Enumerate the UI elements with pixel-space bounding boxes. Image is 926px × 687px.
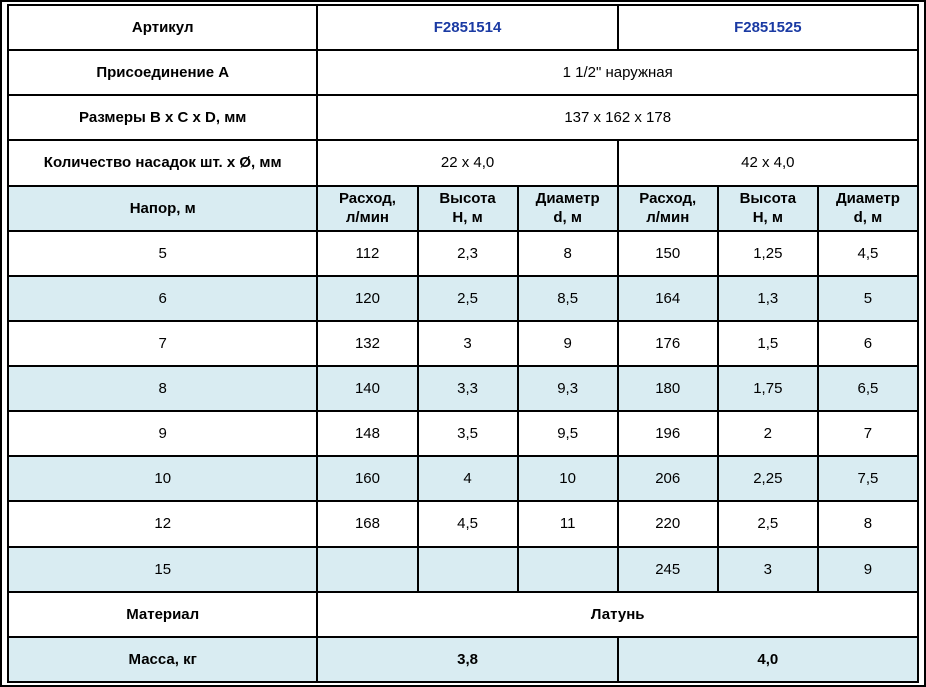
data-cell: 4,5 xyxy=(818,231,918,276)
col-header-line: Диаметр xyxy=(835,189,900,207)
data-cell: 9,5 xyxy=(518,411,618,456)
material-label: Материал xyxy=(8,592,317,637)
col-header-vysota-1 xyxy=(418,186,518,231)
data-row-8 xyxy=(8,366,918,411)
connection-label: Присоединение А xyxy=(8,50,317,95)
data-cell: 1,75 xyxy=(718,366,818,411)
data-row-10 xyxy=(8,456,918,501)
data-row-9 xyxy=(8,411,918,456)
col-header-line: Н, м xyxy=(452,209,483,227)
data-cell: 8 xyxy=(818,501,918,546)
data-row-12 xyxy=(8,501,918,546)
data-cell: 3 xyxy=(718,547,818,592)
nozzles-row xyxy=(8,140,918,185)
data-cell: 9 xyxy=(818,547,918,592)
mass-row xyxy=(8,637,918,682)
col-header-line: Н, м xyxy=(752,209,783,227)
dimensions-label: Размеры B x C x D, мм xyxy=(8,95,317,140)
data-cell: 6,5 xyxy=(818,366,918,411)
nozzles-value-2: 42 x 4,0 xyxy=(618,140,918,185)
data-cell: 2,5 xyxy=(418,276,518,321)
data-cell: 4,5 xyxy=(418,501,518,546)
nozzles-value-1: 22 x 4,0 xyxy=(317,140,617,185)
data-cell: 3 xyxy=(418,321,518,366)
data-cell-empty xyxy=(518,547,618,592)
col-header-line: Высота xyxy=(439,189,496,207)
data-cell: 8,5 xyxy=(518,276,618,321)
napor-header: Напор, м xyxy=(8,186,317,231)
data-cell: 245 xyxy=(618,547,718,592)
data-cell: 2,5 xyxy=(718,501,818,546)
nozzles-label: Количество насадок шт. x Ø, мм xyxy=(8,140,317,185)
connection-row xyxy=(8,50,918,95)
data-row-15 xyxy=(8,547,918,592)
article-number-1[interactable]: F2851514 xyxy=(317,5,617,50)
data-cell: 160 xyxy=(317,456,417,501)
napor-value: 5 xyxy=(8,231,317,276)
dimensions-row xyxy=(8,95,918,140)
data-cell: 150 xyxy=(618,231,718,276)
napor-value: 10 xyxy=(8,456,317,501)
data-cell: 112 xyxy=(317,231,417,276)
col-header-vysota-2 xyxy=(718,186,818,231)
data-cell: 1,5 xyxy=(718,321,818,366)
material-row xyxy=(8,592,918,637)
col-header-diametr-1 xyxy=(518,186,618,231)
data-cell: 196 xyxy=(618,411,718,456)
col-header-diametr-2 xyxy=(818,186,918,231)
data-cell: 148 xyxy=(317,411,417,456)
data-cell: 11 xyxy=(518,501,618,546)
data-cell: 9 xyxy=(518,321,618,366)
data-cell: 180 xyxy=(618,366,718,411)
dimensions-value: 137 x 162 x 178 xyxy=(317,95,918,140)
data-cell: 4 xyxy=(418,456,518,501)
material-value: Латунь xyxy=(317,592,918,637)
data-cell: 6 xyxy=(818,321,918,366)
data-cell: 3,3 xyxy=(418,366,518,411)
data-cell: 140 xyxy=(317,366,417,411)
col-header-rashod-1 xyxy=(317,186,417,231)
mass-value-2: 4,0 xyxy=(618,637,918,682)
data-cell: 164 xyxy=(618,276,718,321)
data-cell: 120 xyxy=(317,276,417,321)
data-cell: 9,3 xyxy=(518,366,618,411)
data-row-6 xyxy=(8,276,918,321)
data-cell: 2,25 xyxy=(718,456,818,501)
data-cell-empty xyxy=(317,547,417,592)
data-cell: 5 xyxy=(818,276,918,321)
data-cell: 10 xyxy=(518,456,618,501)
napor-value: 6 xyxy=(8,276,317,321)
data-cell: 7 xyxy=(818,411,918,456)
col-header-line: d, м xyxy=(853,209,883,227)
data-cell: 1,3 xyxy=(718,276,818,321)
data-row-5 xyxy=(8,231,918,276)
connection-value: 1 1/2" наружная xyxy=(317,50,918,95)
column-header-row xyxy=(8,186,918,231)
data-cell: 1,25 xyxy=(718,231,818,276)
col-header-line: Высота xyxy=(739,189,797,207)
col-header-line: Диаметр xyxy=(535,189,600,207)
napor-value: 7 xyxy=(8,321,317,366)
data-cell: 168 xyxy=(317,501,417,546)
data-row-7 xyxy=(8,321,918,366)
data-cell: 8 xyxy=(518,231,618,276)
mass-value-1: 3,8 xyxy=(317,637,617,682)
col-header-line: л/мин xyxy=(646,209,690,227)
data-cell: 176 xyxy=(618,321,718,366)
data-cell: 3,5 xyxy=(418,411,518,456)
data-cell: 7,5 xyxy=(818,456,918,501)
mass-label: Масса, кг xyxy=(8,637,317,682)
napor-value: 12 xyxy=(8,501,317,546)
data-cell: 220 xyxy=(618,501,718,546)
col-header-line: Расход, xyxy=(338,189,396,207)
data-cell: 132 xyxy=(317,321,417,366)
col-header-line: Расход, xyxy=(639,189,697,207)
napor-value: 8 xyxy=(8,366,317,411)
col-header-line: d, м xyxy=(553,209,582,227)
data-cell: 206 xyxy=(618,456,718,501)
col-header-rashod-2 xyxy=(618,186,718,231)
col-header-line: л/мин xyxy=(345,209,389,227)
article-number-2[interactable]: F2851525 xyxy=(618,5,918,50)
napor-value: 15 xyxy=(8,547,317,592)
data-cell: 2 xyxy=(718,411,818,456)
data-cell-empty xyxy=(418,547,518,592)
data-cell: 2,3 xyxy=(418,231,518,276)
napor-value: 9 xyxy=(8,411,317,456)
product-spec-table xyxy=(7,4,919,683)
article-row xyxy=(8,5,918,50)
article-label: Артикул xyxy=(8,5,317,50)
